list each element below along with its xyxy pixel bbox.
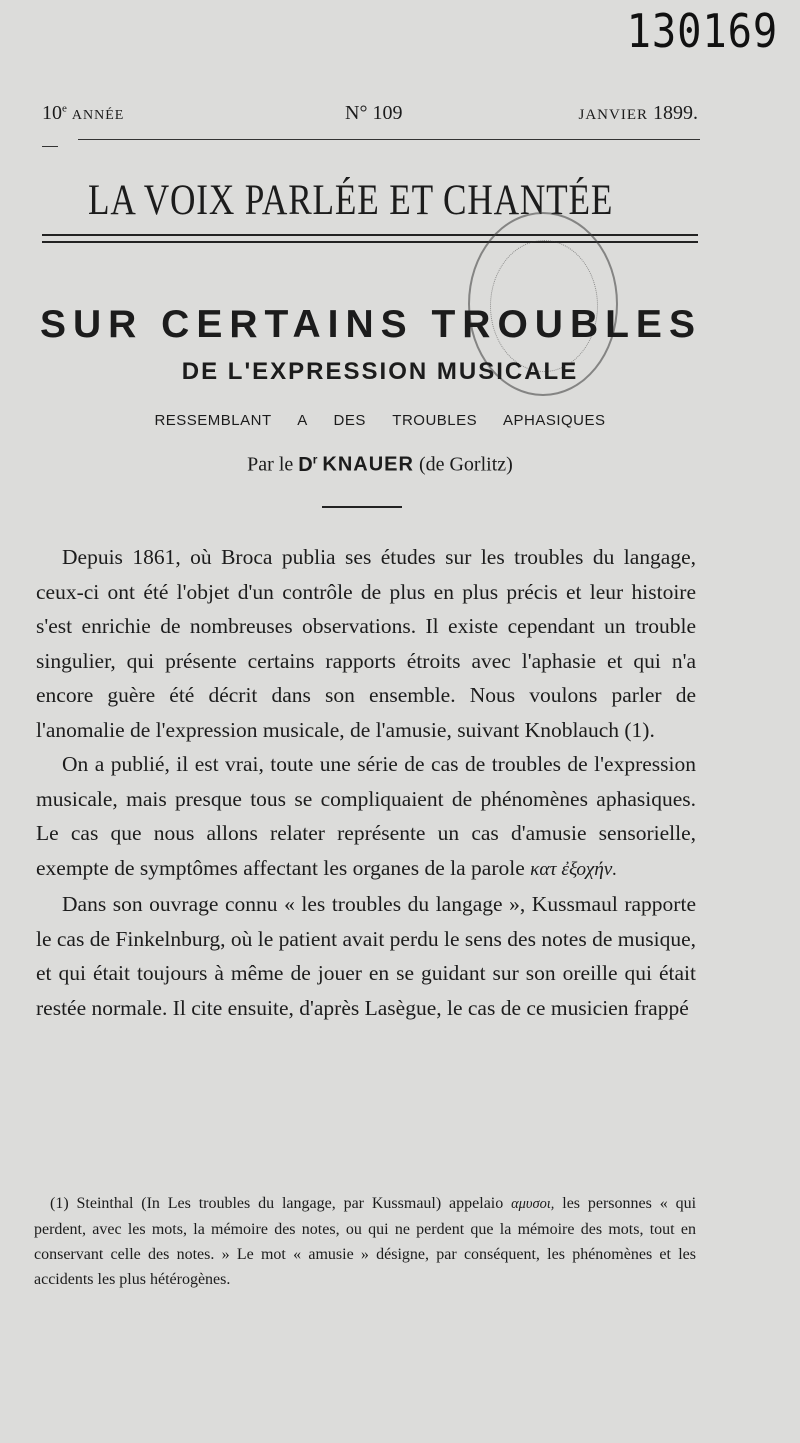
article-body <box>36 540 696 1025</box>
author-name: KNAUER <box>322 453 414 476</box>
paragraph: On a publié, il est vrai, toute une série de cas de troubles de l'expression musicale, mais presque tous se compliquaient de phénomènes aphasiques. Le cas que nous allons relater représente un cas d'amusie sensorielle, exempte de symptômes affectant les organes de la parole κατ ἐξοχήν. <box>36 752 696 880</box>
divider <box>42 146 58 147</box>
divider <box>78 139 700 140</box>
divider <box>42 234 698 236</box>
article-subtitle-secondary: RESSEMBLANT A DES TROUBLES APHASIQUES <box>154 412 606 429</box>
byline: Par le $D^r$ KNAUER (de Gorlitz) <box>247 452 513 476</box>
divider <box>322 506 402 508</box>
article-subtitle: DE L'EXPRESSION MUSICALE <box>181 358 579 385</box>
year-of-publication: 10e ANNÉE <box>42 102 125 124</box>
masthead <box>42 100 698 130</box>
greek-word: αμυσοι, <box>511 1196 555 1212</box>
journal-title: LA VOIX PARLÉE ET CHANTÉE <box>88 177 614 224</box>
issue-date: JANVIER 1899. <box>578 102 698 124</box>
footnote: (1) Steinthal (In Les troubles du langage, par Kussmaul) appelaio αμυσοι, les personnes « qui perdent, avec les mots, la mémoire des notes, ou qui ne perdent que la mémoire des mots, tout en conservant celle des notes. » Le mot « amusie » désigne, par conséquent, les phénomènes et les accidents les plus hétérogènes. <box>34 1195 697 1288</box>
greek-phrase: κατ ἐξοχήν. <box>530 858 618 880</box>
catalog-number: 130169 <box>626 4 778 58</box>
byline-title: $D^r$ <box>298 452 318 476</box>
paragraph: Dans son ouvrage connu « les troubles du langage », Kussmaul rapporte le cas de Finkelnburg, où le patient avait perdu le sens des notes de musique, et qui était toujours à même de jouer en se guidant sur son oreille qui était restée normale. Il cite ensuite, d'après Lasègue, le cas de ce musicien frappé <box>36 892 696 1020</box>
article-title: SUR CERTAINS TROUBLES <box>40 303 702 346</box>
issue-number: N° 109 <box>345 102 403 124</box>
paragraph: Depuis 1861, où Broca publia ses études sur les troubles du langage, ceux-ci ont été l'objet d'un contrôle de plus en plus précis et leur histoire s'est enrichie de nombreuses observations. Il existe cependant un trouble singulier, qui présente certains rapports étroits avec l'aphasie et qui n'a encore guère été décrit dans son ensemble. Nous voulons parler de l'anomalie de l'expression musicale, de l'amusie, suivant Knoblauch (1). <box>36 545 696 742</box>
